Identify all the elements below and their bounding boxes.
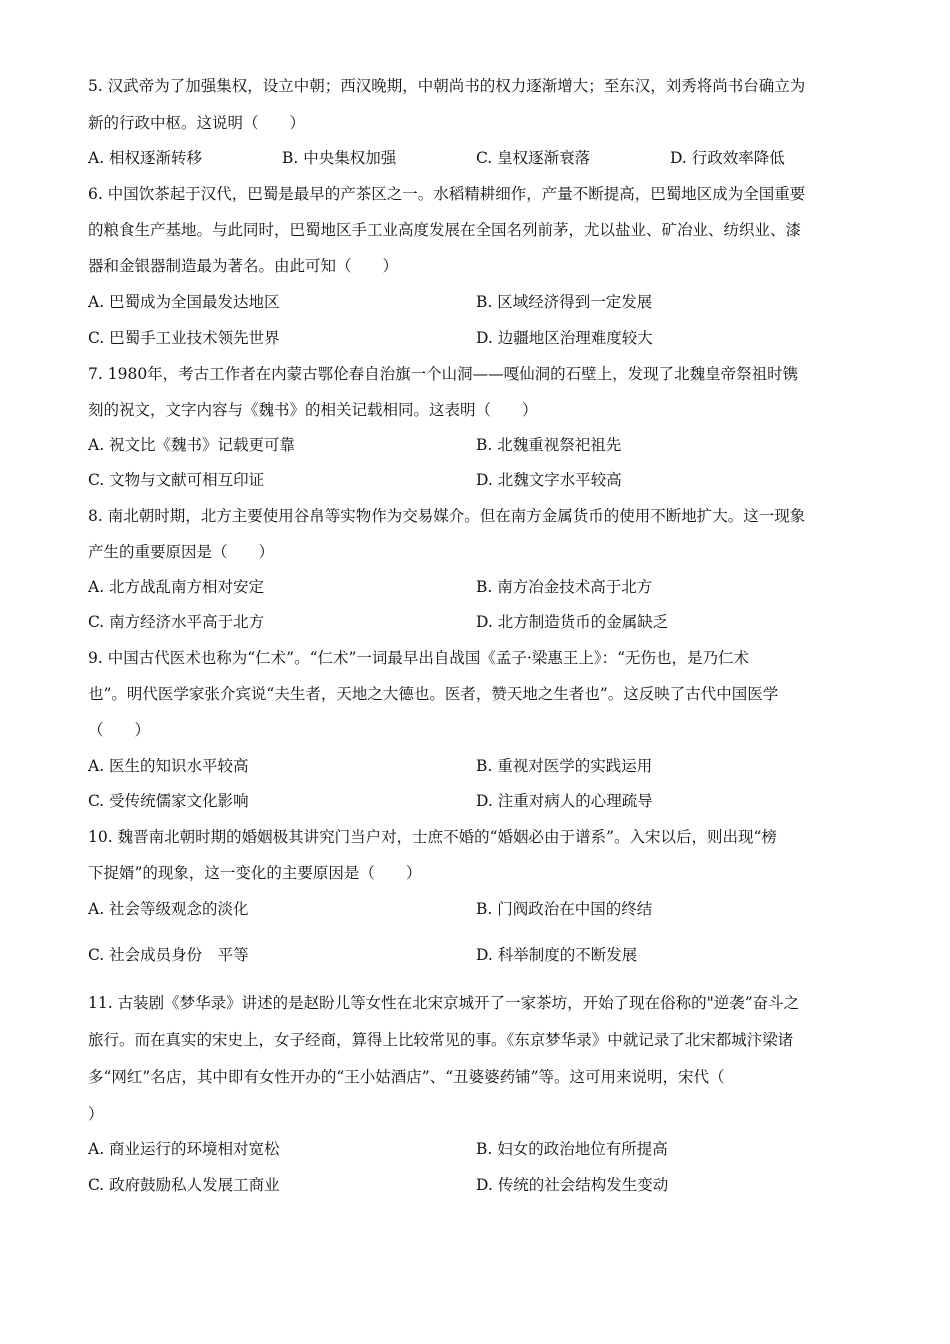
question-stem-line: 下捉婿”的现象，这一变化的主要原因是（ ） <box>88 864 422 882</box>
option-c[interactable]: C. 政府鼓励私人发展工商业 <box>88 1176 280 1194</box>
question-stem-line: ） <box>88 1105 104 1123</box>
question-stem-line: 旅行。而在真实的宋史上，女子经商，算得上比较常见的事。《东京梦华录》中就记录了北宋都城汴梁诸 <box>88 1031 794 1049</box>
option-b[interactable]: B. 门阀政治在中国的终结 <box>476 900 653 918</box>
option-c[interactable]: C. 受传统儒家文化影响 <box>88 792 249 810</box>
option-d[interactable]: D. 注重对病人的心理疏导 <box>476 792 653 810</box>
option-c[interactable]: C. 南方经济水平高于北方 <box>88 613 265 631</box>
option-a[interactable]: A. 商业运行的环境相对宽松 <box>88 1140 280 1158</box>
question-number: 7. <box>88 365 103 383</box>
option-b[interactable]: B. 区域经济得到一定发展 <box>476 293 653 311</box>
question-number: 9. <box>88 649 103 667</box>
question-stem-line: 刻的祝文，文字内容与《魏书》的相关记载相同。这表明（ ） <box>88 401 538 419</box>
option-b[interactable]: B. 重视对医学的实践运用 <box>476 757 653 775</box>
question-stem-line: 6. 中国饮茶起于汉代，巴蜀是最早的产茶区之一。水稻精耕细作，产量不断提高，巴蜀地区成为全国重要 <box>88 185 806 203</box>
option-a[interactable]: A. 北方战乱南方相对安定 <box>88 578 265 596</box>
option-c[interactable]: C. 社会成员身份 平等 <box>88 946 249 964</box>
question-stem-line: 产生的重要原因是（ ） <box>88 543 275 561</box>
question-stem-line: 8. 南北朝时期，北方主要使用谷帛等实物作为交易媒介。但在南方金属货币的使用不断地扩大。这一现象 <box>88 507 806 525</box>
option-b[interactable]: B. 北魏重视祭祀祖先 <box>476 436 622 454</box>
question-number: 11. <box>88 994 113 1012</box>
option-b[interactable]: B. 妇女的政治地位有所提高 <box>476 1140 668 1158</box>
question-number: 5. <box>88 77 103 95</box>
option-d[interactable]: D. 北方制造货币的金属缺乏 <box>476 613 669 631</box>
question-stem-line: 新的行政中枢。这说明（ ） <box>88 114 306 132</box>
question-stem-line: 器和金银器制造最为著名。由此可知（ ） <box>88 257 399 275</box>
question-stem-line: 10. 魏晋南北朝时期的婚姻极其讲究门当户对，士庶不婚的“婚姻必由于谱系”。入宋以后，则出现“榜 <box>88 828 777 846</box>
question-stem-line: 也”。明代医学家张介宾说“夫生者，天地之大德也。医者，赞天地之生者也”。这反映了古代中国医学 <box>88 685 779 703</box>
question-stem-line: 多“网红”名店，其中即有女性开办的“王小姑酒店”、“丑婆婆药铺”等。这可用来说明，宋代（ <box>88 1068 725 1086</box>
question-stem-line: 11. 古装剧《梦华录》讲述的是赵盼儿等女性在北宋京城开了一家茶坊，开始了现在俗称的"逆袭”奋斗之 <box>88 994 800 1012</box>
question-stem-line: 7. 1980年，考古工作者在内蒙古鄂伦春自治旗一个山洞——嘎仙洞的石壁上，发现了北魏皇帝祭祖时镌 <box>88 365 799 383</box>
option-a[interactable]: A. 社会等级观念的淡化 <box>88 900 249 918</box>
option-d[interactable]: D. 边疆地区治理难度较大 <box>476 329 653 347</box>
question-number: 8. <box>88 507 103 525</box>
question-number: 6. <box>88 185 103 203</box>
option-a[interactable]: A. 相权逐渐转移 <box>88 149 203 167</box>
option-d[interactable]: D. 传统的社会结构发生变动 <box>476 1176 669 1194</box>
option-a[interactable]: A. 祝文比《魏书》记载更可靠 <box>88 436 296 454</box>
option-d[interactable]: D. 行政效率降低 <box>670 149 785 167</box>
option-b[interactable]: B. 南方冶金技术高于北方 <box>476 578 653 596</box>
question-stem-line: 的粮食生产基地。与此同时，巴蜀地区手工业高度发展在全国名列前茅，尤以盐业、矿冶业、纺织业、漆 <box>88 221 802 239</box>
option-d[interactable]: D. 北魏文字水平较高 <box>476 471 622 489</box>
question-stem-line: 9. 中国古代医术也称为“仁术”。“仁术”一词最早出自战国《孟子·梁惠王上》：“无伤也，是乃仁术 <box>88 649 750 667</box>
question-stem-line: （ ） <box>88 721 151 739</box>
option-c[interactable]: C. 皇权逐渐衰落 <box>476 149 591 167</box>
option-c[interactable]: C. 巴蜀手工业技术领先世界 <box>88 329 280 347</box>
question-stem-line: 5. 汉武帝为了加强集权，设立中朝；西汉晚期，中朝尚书的权力逐渐增大；至东汉，刘秀将尚书台确立为 <box>88 77 806 95</box>
option-b[interactable]: B. 中央集权加强 <box>282 149 397 167</box>
option-a[interactable]: A. 巴蜀成为全国最发达地区 <box>88 293 280 311</box>
option-d[interactable]: D. 科举制度的不断发展 <box>476 946 638 964</box>
option-c[interactable]: C. 文物与文献可相互印证 <box>88 471 265 489</box>
question-number: 10. <box>88 828 113 846</box>
option-a[interactable]: A. 医生的知识水平较高 <box>88 757 249 775</box>
